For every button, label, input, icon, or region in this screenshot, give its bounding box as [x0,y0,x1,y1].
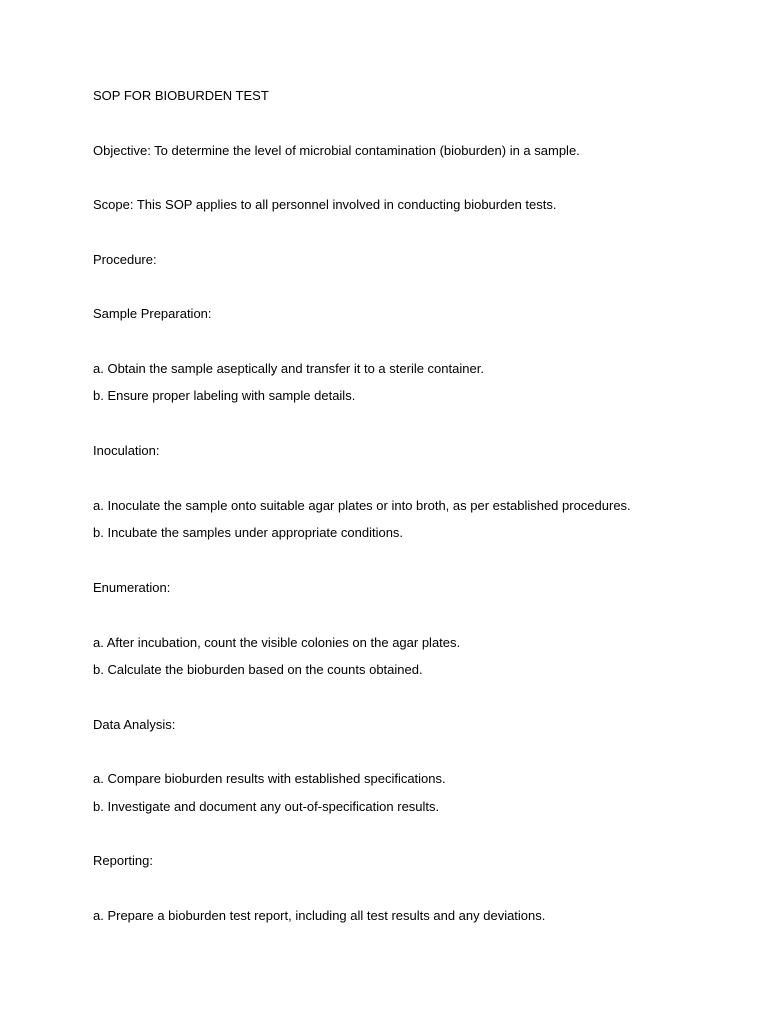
step-text: a. After incubation, count the visible colonies on the agar plates. [93,635,461,650]
step-text: a. Inoculate the sample onto suitable agar plates or into broth, as per established procedures. [93,498,631,513]
step-text: b. Investigate and document any out-of-specification results. [93,799,440,814]
scope-text: Scope: This SOP applies to all personnel involved in conducting bioburden tests. [93,197,557,212]
section-heading-reporting: Reporting: [93,853,153,868]
procedure-heading: Procedure: [93,252,157,267]
step-text: a. Compare bioburden results with established specifications. [93,771,446,786]
step-text: a. Obtain the sample aseptically and transfer it to a sterile container. [93,361,484,376]
section-heading-data-analysis: Data Analysis: [93,717,176,732]
objective-text: Objective: To determine the level of microbial contamination (bioburden) in a sample. [93,143,580,158]
step-text: b. Calculate the bioburden based on the counts obtained. [93,662,423,677]
section-heading-enumeration: Enumeration: [93,580,171,595]
document-title: SOP FOR BIOBURDEN TEST [93,88,269,103]
step-text: a. Prepare a bioburden test report, including all test results and any deviations. [93,908,546,923]
section-heading-sample-preparation: Sample Preparation: [93,306,212,321]
step-text: b. Ensure proper labeling with sample details. [93,388,356,403]
section-heading-inoculation: Inoculation: [93,443,160,458]
step-text: b. Incubate the samples under appropriate conditions. [93,525,404,540]
